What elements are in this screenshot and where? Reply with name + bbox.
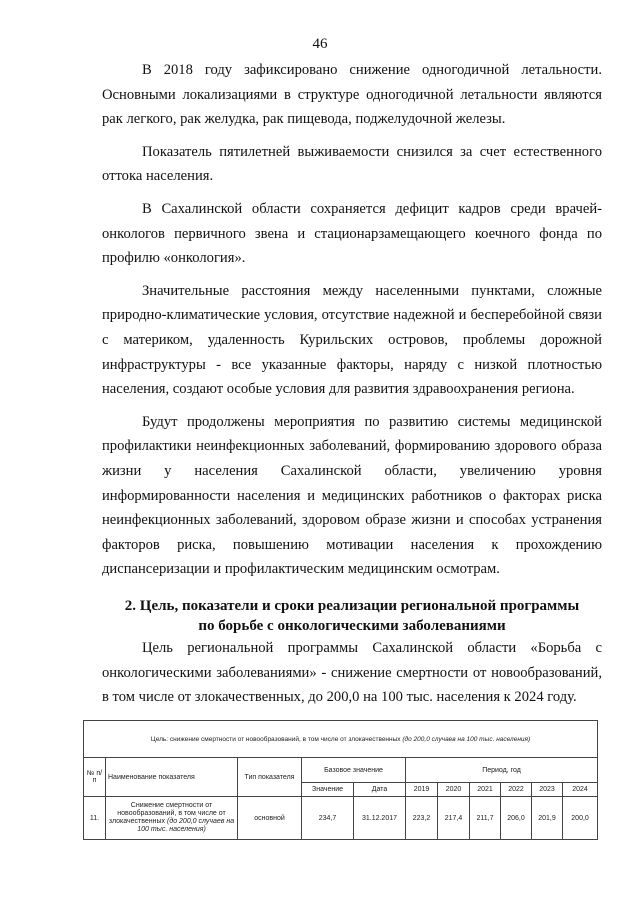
- table-goal-row: [84, 721, 598, 758]
- cell-name: [106, 797, 238, 840]
- goal-paragraph: Цель региональной программы Сахалинской области «Борьба с онкологическими заболеваниями» - снижение смертности от новообразований, в том числе от злокачественных, до 200,0 на 100 тыс. населения к 2024 году.: [102, 640, 602, 706]
- cell-base-date: 31.12.2017: [354, 797, 406, 840]
- section-heading-line: по борьбе с онкологическими заболеваниями: [198, 618, 506, 634]
- header-base: Базовое значение: [302, 758, 406, 783]
- table-goal-text: Цель: снижение смертности от новообразований, в том числе от злокачественных: [150, 735, 401, 743]
- paragraph: В Сахалинской области сохраняется дефицит кадров среди врачей-онкологов первичного звена и стационарзамещающего коечного фонда по профилю «онкология».: [102, 200, 602, 267]
- section-heading: [102, 596, 602, 636]
- paragraph: Будут продолжены мероприятия по развитию системы медицинской профилактики неинфекционных заболеваний, формированию здорового образа жизни у населения Сахалинской области, увеличению уровня информированности населения и медицинских работников о факторах риска неинфекционных заболеваний, здоровом образе жизни и способах устранения факторов риска, повышению мотивации населения к прохождению диспансеризации и профилактическим медицинским осмотрам.: [102, 413, 602, 578]
- cell-year-value: 217,4: [438, 797, 470, 840]
- cell-name-text: Снижение смертности от новообразований, в том числе от злокачественных: [108, 802, 226, 825]
- header-year: 2019: [406, 783, 438, 797]
- cell-type: основной: [238, 797, 302, 840]
- header-period: Период, год: [406, 758, 598, 783]
- header-base-date: Дата: [354, 783, 406, 797]
- table-header-row: [84, 758, 598, 783]
- cell-year-value: 211,7: [470, 797, 501, 840]
- table-goal-cell: [84, 721, 598, 758]
- header-year: 2022: [501, 783, 532, 797]
- header-base-value: Значение: [302, 783, 354, 797]
- paragraph: В 2018 году зафиксировано снижение одногодичной летальности. Основными локализациями в структуре одногодичной летальности являются рак легкого, рак желудка, рак пищевода, поджелудочной железы.: [102, 62, 602, 128]
- body-text: [102, 58, 602, 590]
- cell-num: 11.: [84, 797, 106, 840]
- indicators-table: [83, 720, 598, 840]
- cell-base-value: 234,7: [302, 797, 354, 840]
- cell-year-value: 200,0: [563, 797, 598, 840]
- goal-text: [102, 636, 602, 710]
- table-row: [84, 797, 598, 840]
- cell-year-value: 206,0: [501, 797, 532, 840]
- paragraph: Показатель пятилетней выживаемости снизился за счет естественного оттока населения.: [102, 143, 602, 185]
- paragraph: Значительные расстояния между населенными пунктами, сложные природно-климатические условия, отсутствие надежной и бесперебойной связи с материком, удаленность Курильских островов, проблемы дорожной инфраструктуры - все указанные факторы, наряду с низкой плотностью населения, создают особые условия для развития здравоохранения региона.: [102, 282, 602, 398]
- cell-year-value: 223,2: [406, 797, 438, 840]
- page-number: 46: [312, 36, 328, 52]
- cell-name-note: (до 200,0 случаев на 100 тыс. населения): [137, 818, 235, 833]
- section-heading-line: 2. Цель, показатели и сроки реализации региональной программы: [124, 598, 580, 614]
- header-year: 2021: [470, 783, 501, 797]
- header-year: 2020: [438, 783, 470, 797]
- header-name: Наименование показателя: [106, 758, 238, 797]
- header-type: Тип показателя: [238, 758, 302, 797]
- header-year: 2023: [532, 783, 563, 797]
- table-goal-note: (до 200,0 случаев на 100 тыс. населения): [402, 735, 531, 743]
- header-year: 2024: [563, 783, 598, 797]
- header-num: № п/п: [84, 758, 106, 797]
- cell-year-value: 201,9: [532, 797, 563, 840]
